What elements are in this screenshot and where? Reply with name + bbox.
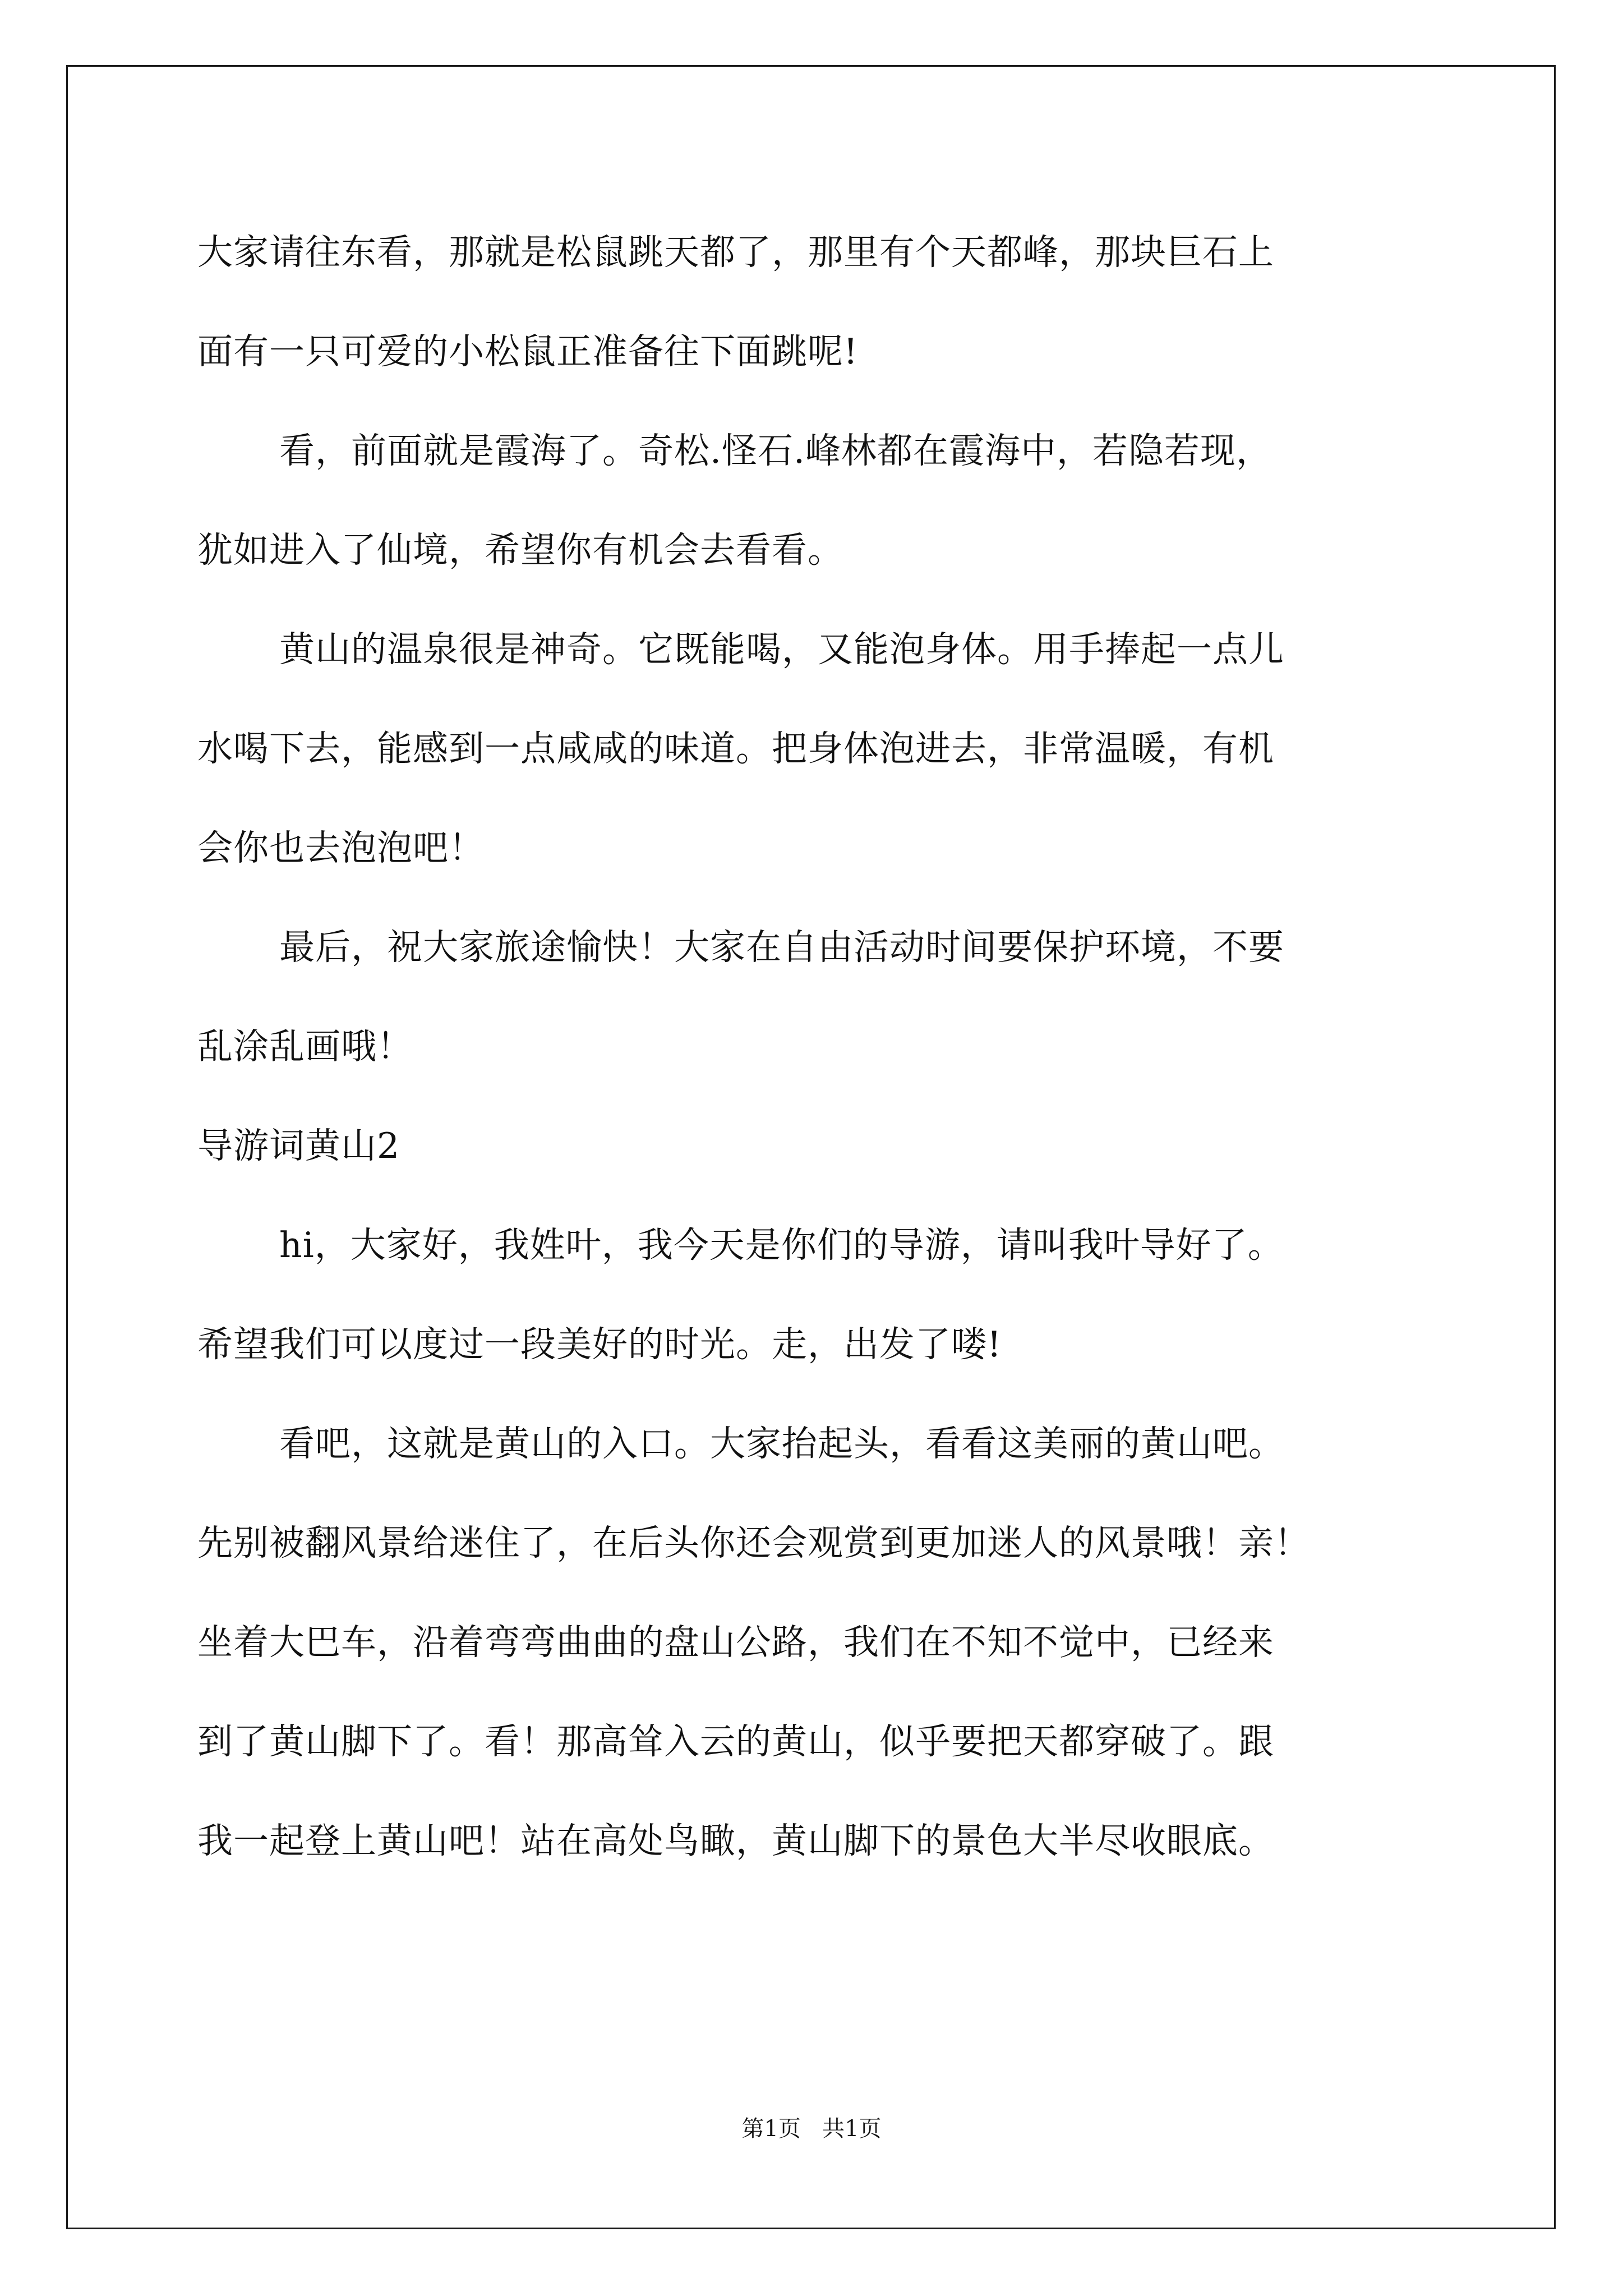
paragraph-line: 希望我们可以度过一段美好的时光。走，出发了喽! xyxy=(197,1324,1002,1365)
paragraph-line: 黄山的温泉很是神奇。它既能喝，又能泡身体。用手捧起一点儿 xyxy=(279,629,1284,670)
paragraph-line: hi，大家好，我姓叶，我今天是你们的导游，请叫我叶导好了。 xyxy=(279,1225,1284,1266)
paragraph-line: 我一起登上黄山吧！站在高处鸟瞰，黄山脚下的景色大半尽收眼底。 xyxy=(197,1820,1274,1861)
page-footer: 第1页 共1页 xyxy=(741,2116,882,2142)
paragraph-line: 乱涂乱画哦！ xyxy=(197,1026,413,1067)
section-heading: 导游词黄山2 xyxy=(197,1125,400,1166)
paragraph-line: 水喝下去，能感到一点咸咸的味道。把身体泡进去，非常温暖，有机 xyxy=(197,728,1274,769)
paragraph-line: 看吧，这就是黄山的入口。大家抬起头，看看这美丽的黄山吧。 xyxy=(279,1423,1284,1464)
paragraph-line: 到了黄山脚下了。看！那高耸入云的黄山，似乎要把天都穿破了。跟 xyxy=(197,1721,1274,1762)
paragraph-line: 看，前面就是霞海了。奇松.怪石.峰林都在霞海中，若隐若现， xyxy=(279,430,1272,471)
paragraph-line: 会你也去泡泡吧！ xyxy=(197,827,485,868)
paragraph-line: 坐着大巴车，沿着弯弯曲曲的盘山公路，我们在不知不觉中，已经来 xyxy=(197,1622,1274,1663)
paragraph-line: 最后，祝大家旅途愉快！大家在自由活动时间要保护环境，不要 xyxy=(279,927,1284,968)
paragraph-line: 大家请往东看，那就是松鼠跳天都了，那里有个天都峰，那块巨石上 xyxy=(197,232,1274,273)
paragraph-line: 面有一只可爱的小松鼠正准备往下面跳呢! xyxy=(197,331,859,372)
paragraph-line: 先别被翻风景给迷住了，在后头你还会观赏到更加迷人的风景哦！亲！ xyxy=(197,1522,1310,1563)
paragraph-line: 犹如进入了仙境，希望你有机会去看看。 xyxy=(197,530,843,570)
